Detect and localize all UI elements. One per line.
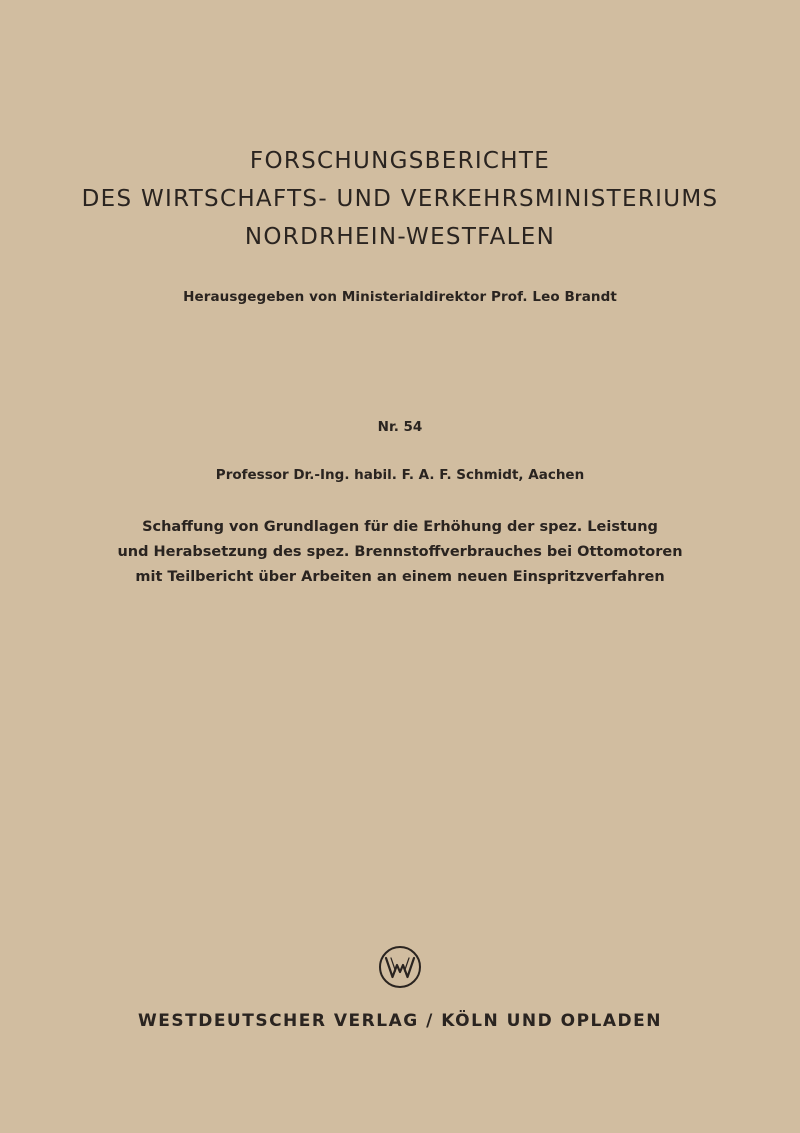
work-title-line-2: und Herabsetzung des spez. Brennstoffverbrauches bei Ottomotoren xyxy=(117,544,683,560)
series-title-line-1: FORSCHUNGSBERICHTE xyxy=(249,148,551,174)
author-line: Professor Dr.-Ing. habil. F. A. F. Schmidt, Aachen xyxy=(215,467,585,483)
volume-number: Nr. 54 xyxy=(377,419,423,435)
publisher-line: WESTDEUTSCHER VERLAG / KÖLN UND OPLADEN xyxy=(138,1011,662,1031)
series-title-line-2: DES WIRTSCHAFTS- UND VERKEHRSMINISTERIUMS xyxy=(81,186,719,212)
work-title-line-3: mit Teilbericht über Arbeiten an einem neuen Einspritzverfahren xyxy=(135,569,665,585)
editor-line: Herausgegeben von Ministerialdirektor Prof. Leo Brandt xyxy=(183,289,617,305)
publisher-logo-icon xyxy=(378,945,422,989)
series-title-line-3: NORDRHEIN-WESTFALEN xyxy=(244,224,556,250)
series-title xyxy=(0,142,800,256)
work-title xyxy=(0,515,800,590)
work-title-line-1: Schaffung von Grundlagen für die Erhöhung der spez. Leistung xyxy=(142,519,658,535)
